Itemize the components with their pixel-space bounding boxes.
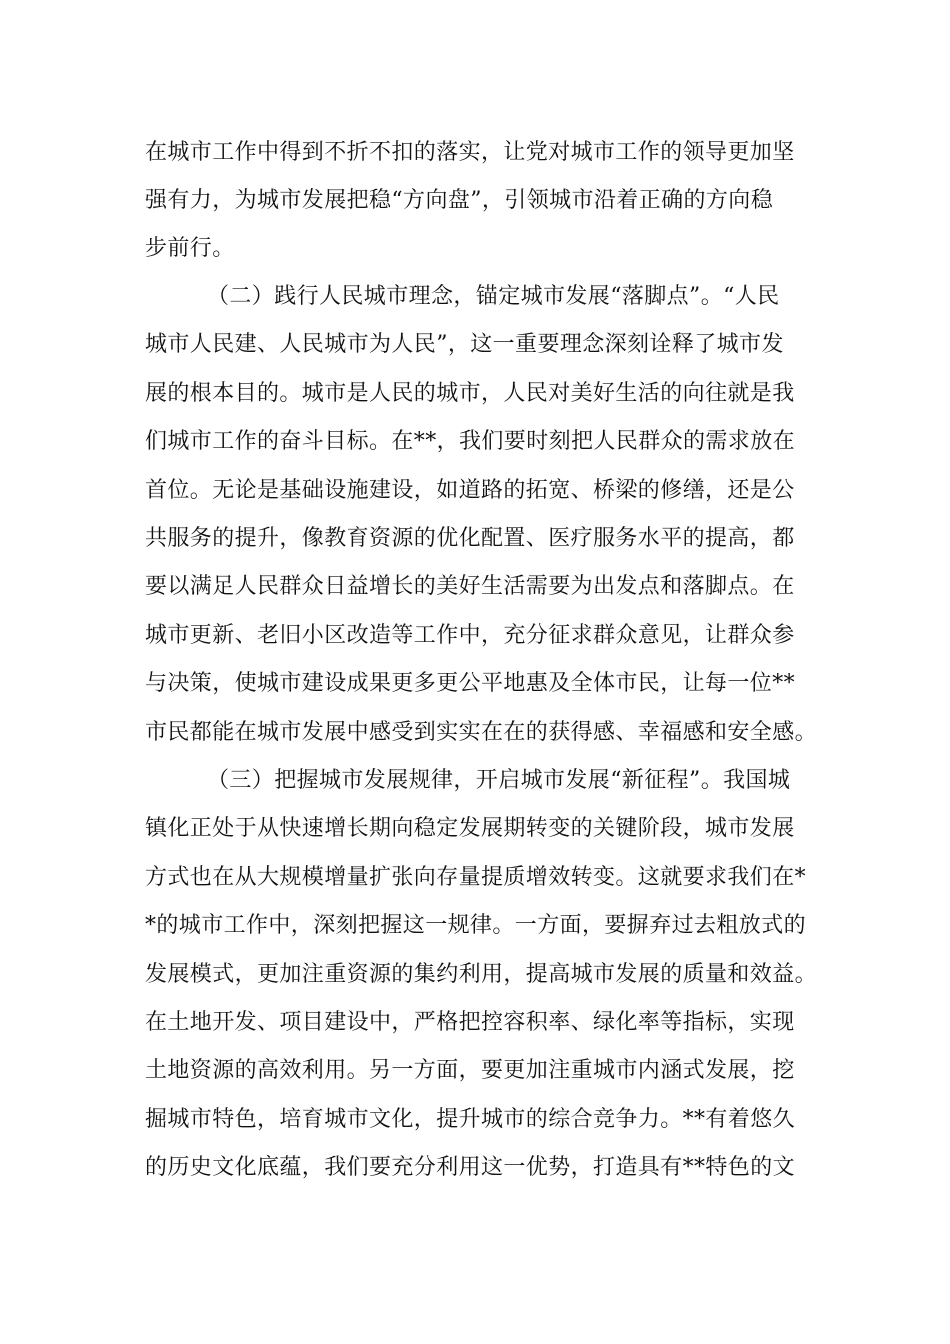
text-line: 共服务的提升，像教育资源的优化配置、医疗服务水平的提高，都 bbox=[145, 526, 795, 551]
text-line: 城市更新、老旧小区改造等工作中，充分征求群众意见，让群众参 bbox=[145, 623, 795, 648]
text-line: 的历史文化底蕴，我们要充分利用这一优势，打造具有**特色的文 bbox=[145, 1155, 796, 1180]
text-line: 首位。无论是基础设施建设，如道路的拓宽、桥梁的修缮，还是公 bbox=[145, 478, 795, 503]
text-line: 在城市工作中得到不折不扣的落实，让党对城市工作的领导更加坚 bbox=[145, 140, 795, 165]
text-line: 在土地开发、项目建设中，严格把控容积率、绿化率等指标，实现 bbox=[145, 1010, 795, 1035]
text-line: 市民都能在城市发展中感受到实实在在的获得感、幸福感和安全感。 bbox=[145, 720, 818, 745]
text-line: 土地资源的高效利用。另一方面，要更加注重城市内涵式发展，挖 bbox=[145, 1058, 795, 1083]
text-line: 镇化正处于从快速增长期向稳定发展期转变的关键阶段，城市发展 bbox=[145, 816, 795, 841]
text-line: 们城市工作的奋斗目标。在**，我们要时刻把人民群众的需求放在 bbox=[145, 429, 796, 454]
text-line: 展的根本目的。城市是人民的城市，人民对美好生活的向往就是我 bbox=[145, 381, 795, 406]
text-line: 城市人民建、人民城市为人民”，这一重要理念深刻诠释了城市发 bbox=[145, 332, 784, 357]
text-line: 掘城市特色，培育城市文化，提升城市的综合竞争力。**有着悠久 bbox=[145, 1107, 796, 1132]
text-line: 要以满足人民群众日益增长的美好生活需要为出发点和落脚点。在 bbox=[145, 574, 795, 599]
text-line: 方式也在从大规模增量扩张向存量提质增效转变。这就要求我们在* bbox=[145, 865, 807, 890]
text-line: 强有力，为城市发展把稳“方向盘”，引领城市沿着正确的方向稳 bbox=[145, 188, 774, 213]
text-line: 与决策，使城市建设成果更多更公平地惠及全体市民，让每一位** bbox=[145, 671, 796, 696]
text-line: 发展模式，更加注重资源的集约利用，提高城市发展的质量和效益。 bbox=[145, 962, 818, 987]
section-heading-line: （三）把握城市发展规律，开启城市发展“新征程”。我国城 bbox=[207, 768, 791, 793]
section-heading-line: （二）践行人民城市理念，锚定城市发展“落脚点”。“人民 bbox=[207, 284, 780, 309]
text-line: *的城市工作中，深刻把握这一规律。一方面，要摒弃过去粗放式的 bbox=[145, 913, 807, 938]
text-line: 步前行。 bbox=[145, 236, 235, 261]
